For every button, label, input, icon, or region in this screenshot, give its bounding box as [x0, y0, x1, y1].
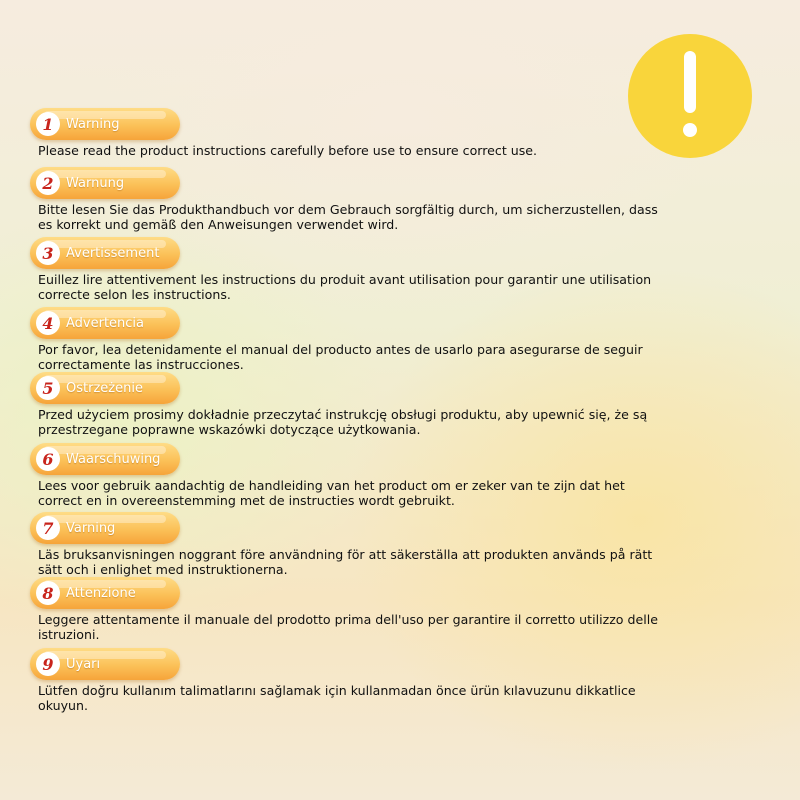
number-badge: 6	[36, 447, 60, 471]
number-badge: 9	[36, 652, 60, 676]
warning-section-8	[30, 577, 658, 642]
warning-text: Lees voor gebruik aandachtig de handleiding van het product om er zeker van te zijn dat het correct en in overeenstemming met de instructies wordt gebruikt.	[38, 478, 625, 508]
number-badge: 4	[36, 311, 60, 335]
warning-pill	[30, 577, 180, 609]
number-badge: 8	[36, 581, 60, 605]
warning-section-2	[30, 167, 658, 232]
number-badge: 3	[36, 241, 60, 265]
warning-text: Läs bruksanvisningen noggrant före användning för att säkerställa att produkten används på rätt sätt och i enlighet med instruktionerna.	[38, 547, 653, 577]
warning-section-9	[30, 648, 658, 713]
warning-section-7	[30, 512, 658, 577]
warning-title: Advertencia	[66, 315, 145, 331]
warning-section-6	[30, 443, 658, 508]
warning-pill	[30, 108, 180, 140]
warning-pill	[30, 648, 180, 680]
warning-pill	[30, 237, 180, 269]
warning-title: Ostrzeżenie	[66, 380, 143, 396]
warning-text: Por favor, lea detenidamente el manual del producto antes de usarlo para asegurarse de seguir correctamente las instrucciones.	[38, 342, 643, 372]
warning-pill	[30, 443, 180, 475]
warning-pill	[30, 512, 180, 544]
warning-title: Uyarı	[66, 656, 101, 672]
warning-text: Leggere attentamente il manuale del prodotto prima dell'uso per garantire il corretto utilizzo delle istruzioni.	[38, 612, 659, 642]
warning-title: Varning	[66, 520, 116, 536]
warning-pill	[30, 372, 180, 404]
number-badge: 5	[36, 376, 60, 400]
warning-title: Attenzione	[66, 585, 136, 601]
warning-text: Euillez lire attentivement les instructions du produit avant utilisation pour garantir une utilisation correcte selon les instructions.	[38, 272, 652, 302]
warning-title: Warning	[66, 116, 120, 132]
warning-text: Lütfen doğru kullanım talimatlarını sağlamak için kullanmadan önce ürün kılavuzunu dikkatlice okuyun.	[38, 683, 636, 713]
warning-title: Warnung	[66, 175, 125, 191]
warning-pill	[30, 307, 180, 339]
warning-section-1	[30, 108, 658, 159]
warning-text: Please read the product instructions carefully before use to ensure correct use.	[38, 143, 538, 158]
warning-section-3	[30, 237, 658, 302]
exclamation-icon	[680, 51, 700, 141]
warning-title: Avertissement	[66, 245, 160, 261]
warning-section-4	[30, 307, 658, 372]
number-badge: 7	[36, 516, 60, 540]
number-badge: 1	[36, 112, 60, 136]
warning-text: Przed użyciem prosimy dokładnie przeczytać instrukcję obsługi produktu, aby upewnić się, że są przestrzegane poprawne wskazówki dotyczące użytkowania.	[38, 407, 648, 437]
number-badge: 2	[36, 171, 60, 195]
warning-title: Waarschuwing	[66, 451, 161, 467]
warning-pill	[30, 167, 180, 199]
warning-section-5	[30, 372, 658, 437]
warning-text: Bitte lesen Sie das Produkthandbuch vor dem Gebrauch sorgfältig durch, um sicherzustellen, dass es korrekt und gemäß den Anweisungen verwendet wird.	[38, 202, 658, 232]
